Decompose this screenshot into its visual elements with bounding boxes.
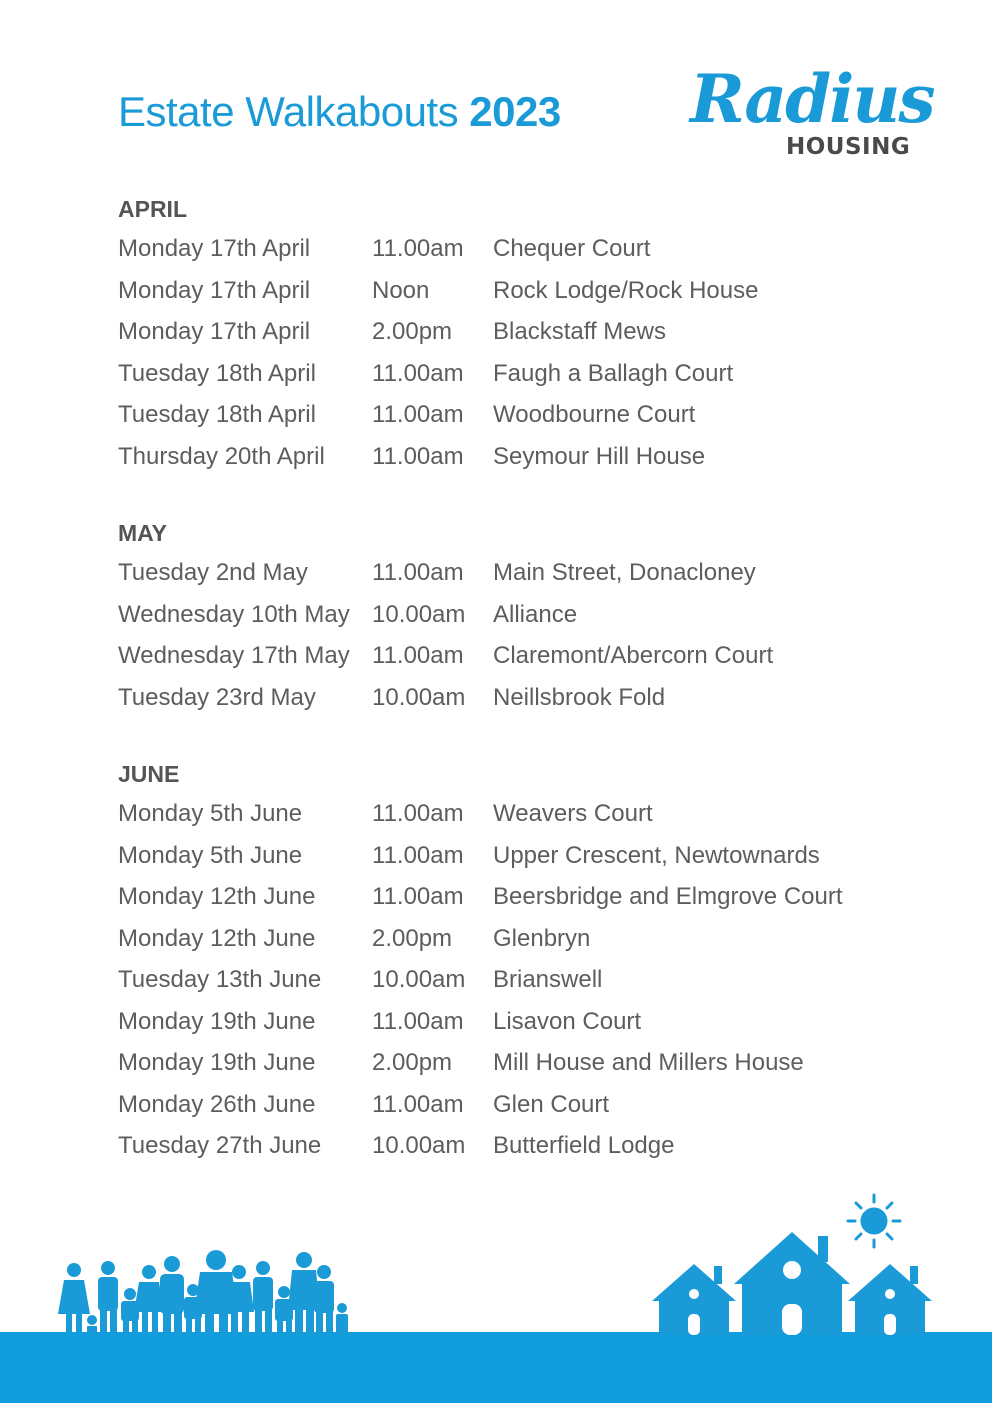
schedule-row xyxy=(118,1125,898,1167)
schedule-row xyxy=(118,635,898,677)
schedule-row xyxy=(118,228,898,270)
title-year: 2023 xyxy=(469,88,561,135)
row-date: Monday 26th June xyxy=(118,1090,316,1118)
section-heading: JUNE xyxy=(118,761,180,787)
row-time: 11.00am xyxy=(372,883,464,910)
houses-icon xyxy=(648,1190,938,1340)
schedule-row xyxy=(118,876,898,918)
row-location: Woodbourne Court xyxy=(493,401,696,428)
row-location: Claremont/Abercorn Court xyxy=(493,642,774,669)
sun-icon xyxy=(848,1195,900,1247)
row-date: Tuesday 23rd May xyxy=(118,683,316,711)
row-date: Tuesday 18th April xyxy=(118,401,316,428)
schedule-row xyxy=(118,311,898,353)
row-time: 2.00pm xyxy=(372,924,453,952)
logo-script-text: Radius xyxy=(690,60,934,138)
row-time: 2.00pm xyxy=(372,1049,453,1076)
row-location: Upper Crescent, Newtownards xyxy=(493,841,820,869)
row-location: Mill House and Millers House xyxy=(493,1049,804,1076)
section-heading: MAY xyxy=(118,520,167,546)
row-date: Monday 19th June xyxy=(118,1007,316,1035)
title-text: Estate Walkabouts xyxy=(118,88,459,135)
row-location: Blackstaff Mews xyxy=(493,318,666,345)
row-location: Lisavon Court xyxy=(493,1007,642,1035)
schedule-row xyxy=(118,353,898,395)
row-date: Tuesday 13th June xyxy=(118,966,322,993)
schedule-row xyxy=(118,835,898,877)
row-date: Monday 19th June xyxy=(118,1049,316,1076)
row-date: Monday 17th April xyxy=(118,318,311,345)
schedule-row xyxy=(118,1084,898,1126)
row-location: Butterfield Lodge xyxy=(493,1132,675,1159)
row-time: Noon xyxy=(372,276,430,304)
row-time: 11.00am xyxy=(372,559,464,586)
row-location: Beersbridge and Elmgrove Court xyxy=(493,883,843,910)
row-time: 11.00am xyxy=(372,401,464,428)
row-date: Tuesday 27th June xyxy=(118,1132,322,1159)
row-date: Tuesday 2nd May xyxy=(118,559,308,586)
section-april xyxy=(118,190,898,477)
row-date: Thursday 20th April xyxy=(118,442,325,470)
logo-sub-text: HOUSING xyxy=(786,134,911,160)
row-time: 11.00am xyxy=(372,235,464,262)
schedule-row xyxy=(118,959,898,1001)
radius-housing-logo xyxy=(690,60,935,162)
section-may xyxy=(118,514,898,718)
row-date: Monday 12th June xyxy=(118,883,316,910)
row-time: 11.00am xyxy=(372,642,464,669)
row-date: Tuesday 18th April xyxy=(118,359,316,387)
schedule-row xyxy=(118,793,898,835)
row-time: 11.00am xyxy=(372,841,464,869)
row-time: 10.00am xyxy=(372,966,466,993)
row-date: Monday 12th June xyxy=(118,924,316,952)
footer-band xyxy=(0,1332,992,1403)
row-time: 10.00am xyxy=(372,1132,466,1159)
row-location: Seymour Hill House xyxy=(493,442,706,470)
page-title xyxy=(118,88,561,136)
schedule-row xyxy=(118,270,898,312)
row-time: 10.00am xyxy=(372,683,466,711)
row-time: 10.00am xyxy=(372,600,466,628)
row-location: Glen Court xyxy=(493,1090,610,1118)
row-location: Brianswell xyxy=(493,966,603,993)
people-group-icon xyxy=(56,1250,356,1334)
row-location: Neillsbrook Fold xyxy=(493,683,666,711)
schedule-row xyxy=(118,1042,898,1084)
row-date: Wednesday 17th May xyxy=(118,642,350,669)
row-location: Glenbryn xyxy=(493,924,591,952)
row-date: Monday 17th April xyxy=(118,235,311,262)
schedule-row xyxy=(118,394,898,436)
schedule-row xyxy=(118,677,898,719)
row-time: 11.00am xyxy=(372,800,464,827)
walkabout-schedule xyxy=(118,190,898,1204)
row-location: Alliance xyxy=(493,600,578,628)
row-time: 11.00am xyxy=(372,1007,464,1035)
row-location: Chequer Court xyxy=(493,235,651,262)
section-june xyxy=(118,755,898,1167)
row-date: Monday 17th April xyxy=(118,276,311,304)
row-date: Monday 5th June xyxy=(118,841,303,869)
row-time: 2.00pm xyxy=(372,318,453,345)
schedule-row xyxy=(118,552,898,594)
row-time: 11.00am xyxy=(372,442,464,470)
row-location: Weavers Court xyxy=(493,800,653,827)
schedule-row xyxy=(118,918,898,960)
schedule-row xyxy=(118,436,898,478)
row-time: 11.00am xyxy=(372,1090,464,1118)
row-time: 11.00am xyxy=(372,359,464,387)
row-date: Monday 5th June xyxy=(118,800,303,827)
row-date: Wednesday 10th May xyxy=(118,600,350,628)
schedule-row xyxy=(118,594,898,636)
row-location: Main Street, Donacloney xyxy=(493,559,756,586)
section-heading: APRIL xyxy=(118,196,187,222)
row-location: Rock Lodge/Rock House xyxy=(493,276,759,304)
row-location: Faugh a Ballagh Court xyxy=(493,359,734,387)
schedule-row xyxy=(118,1001,898,1043)
